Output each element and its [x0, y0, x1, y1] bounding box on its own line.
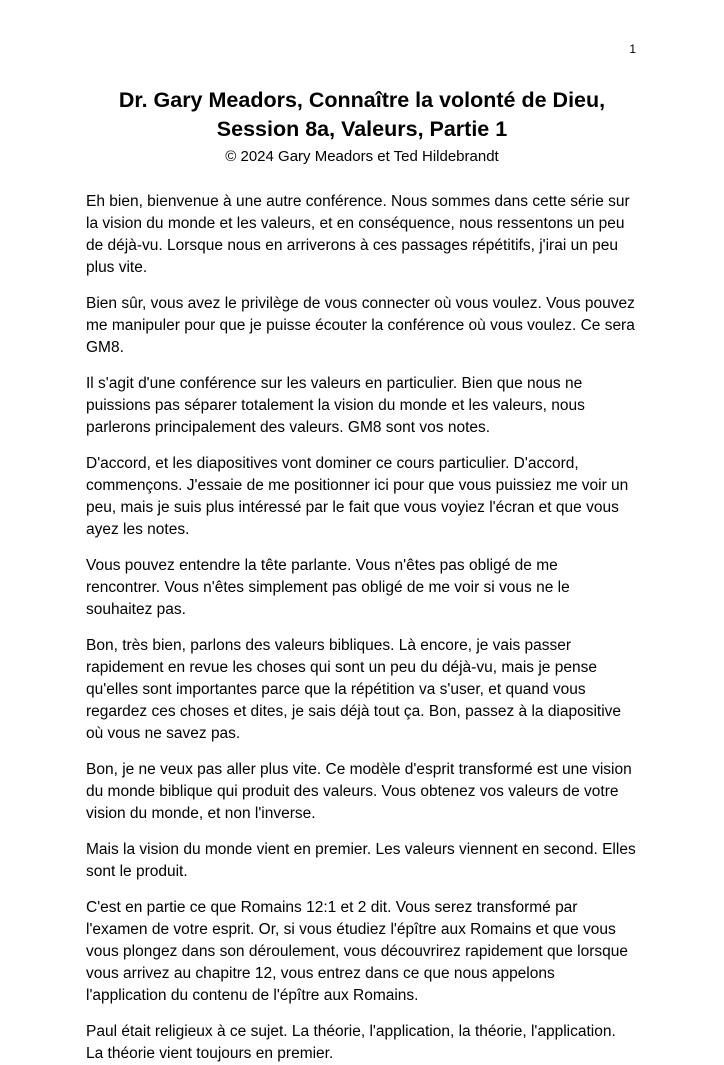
paragraph: Paul était religieux à ce sujet. La théorie, l'application, la théorie, l'application. La théorie vient toujours en premier.: [86, 1023, 616, 1063]
page-number: 1: [629, 42, 636, 56]
paragraph: D'accord, et les diapositives vont dominer ce cours particulier. D'accord, commençons. J'essaie de me positionner ici pour que vous puissiez me voir un peu, mais je suis plus intéressé par le fait que vous voyiez l'écran et que vous ayez les notes.: [86, 455, 629, 539]
paragraph: Il s'agit d'une conférence sur les valeurs en particulier. Bien que nous ne puissions pas séparer totalement la vision du monde et les valeurs, nous parlerons principalement des valeurs. GM8 sont vos notes.: [86, 375, 585, 437]
document-title: [0, 86, 724, 144]
paragraph: Bon, très bien, parlons des valeurs bibliques. Là encore, je vais passer rapidement en revue les choses qui sont un peu du déjà-vu, mais je pense qu'elles sont importantes parce que la répétition va s'user, et quand vous regardez ces choses et dites, je sais déjà tout ça. Bon, passez à la diapositive où vous ne savez pas.: [86, 637, 622, 743]
document-title-line-1: Dr. Gary Meadors, Connaître la volonté de Dieu,: [118, 88, 606, 112]
paragraph: C'est en partie ce que Romains 12:1 et 2 dit. Vous serez transformé par l'examen de votre esprit. Or, si vous étudiez l'épître aux Romains et que vous vous plongez dans son déroulement, vous découvrirez rapidement que lorsque vous arrivez au chapitre 12, vous entrez dans ce que nous appelons l'application du contenu de l'épître aux Romains.: [86, 899, 628, 1005]
paragraph: Bon, je ne veux pas aller plus vite. Ce modèle d'esprit transformé est une vision du monde biblique qui produit des valeurs. Vous obtenez vos valeurs de votre vision du monde, et non l'inverse.: [86, 761, 632, 823]
paragraph: Mais la vision du monde vient en premier. Les valeurs viennent en second. Elles sont le produit.: [86, 841, 636, 881]
paragraph: Vous pouvez entendre la tête parlante. Vous n'êtes pas obligé de me rencontrer. Vous n'êtes simplement pas obligé de me voir si vous ne le souhaitez pas.: [86, 557, 570, 619]
paragraph: Eh bien, bienvenue à une autre conférence. Nous sommes dans cette série sur la vision du monde et les valeurs, et en conséquence, nous ressentons un peu de déjà-vu. Lorsque nous en arriverons à ces passages répétitifs, j'irai un peu plus vite.: [86, 193, 630, 277]
document-title-line-2: Session 8a, Valeurs, Partie 1: [216, 117, 508, 142]
document-body: [86, 191, 636, 1065]
copyright-line: © 2024 Gary Meadors et Ted Hildebrandt: [225, 148, 499, 166]
paragraph: Bien sûr, vous avez le privilège de vous connecter où vous voulez. Vous pouvez me manipuler pour que je puisse écouter la conférence où vous voulez. Ce sera GM8.: [86, 295, 635, 357]
document-header: [0, 0, 724, 165]
